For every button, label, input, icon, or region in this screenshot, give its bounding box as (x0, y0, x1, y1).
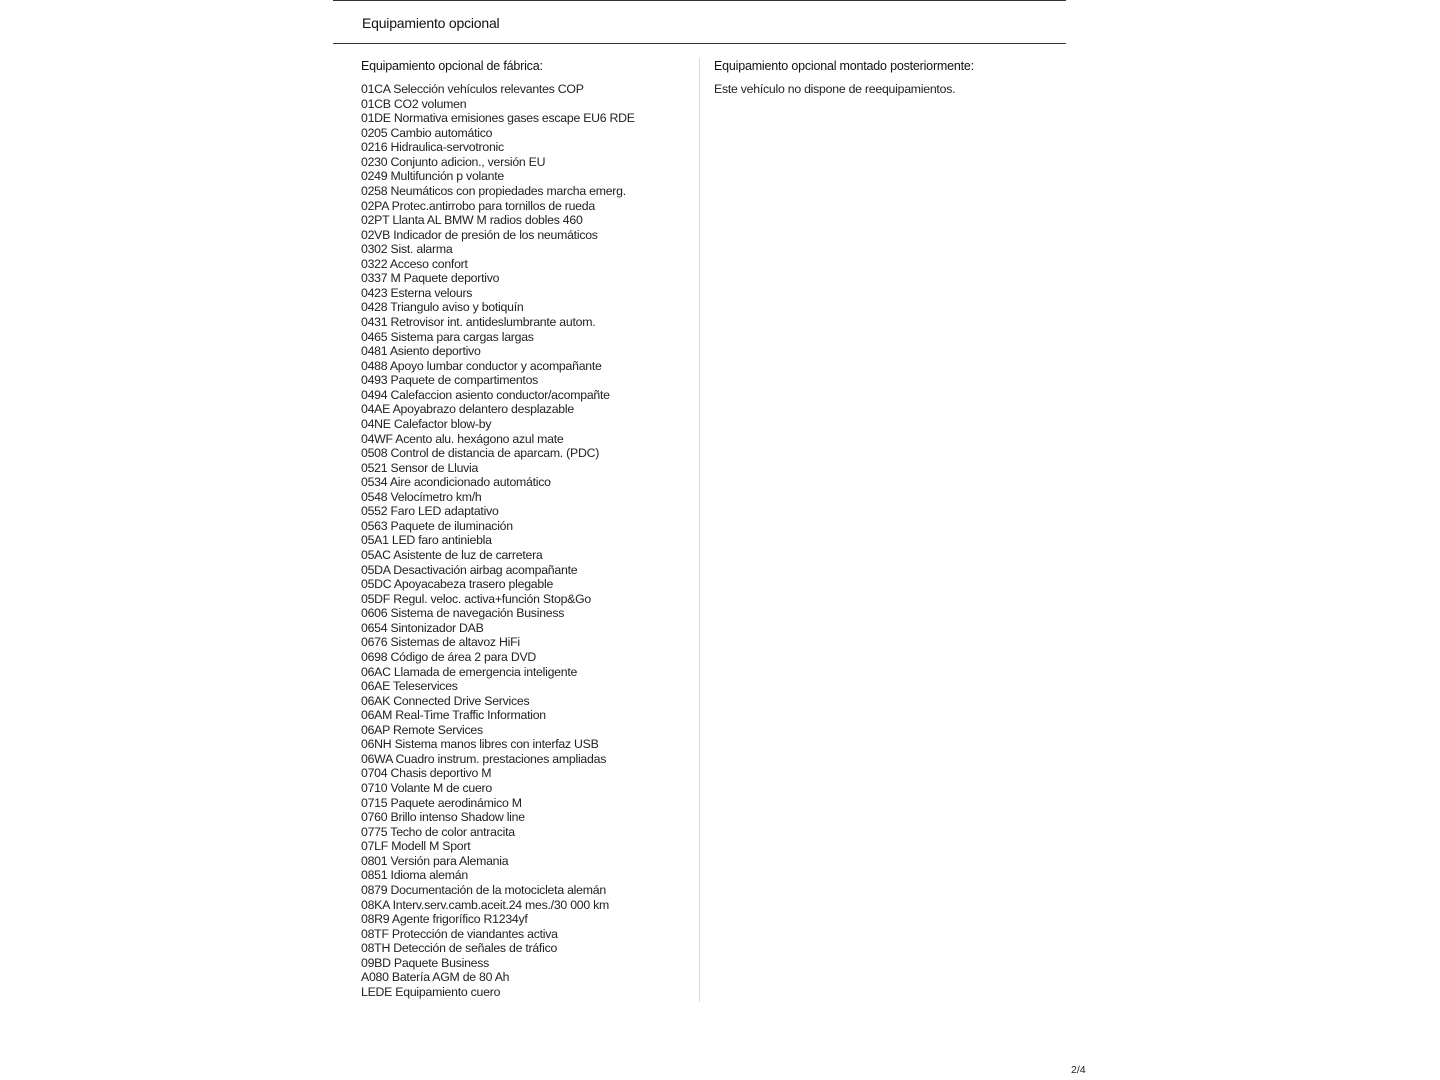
equipment-list-item: 0494 Calefaccion asiento conductor/acompañte (361, 387, 610, 402)
equipment-list-item: 05AC Asistente de luz de carretera (361, 548, 543, 562)
factory-equipment-heading: Equipamiento opcional de fábrica: (361, 59, 543, 73)
equipment-list-item: 0230 Conjunto adicion., versión EU (361, 154, 546, 169)
equipment-list-item: 08KA Interv.serv.camb.aceit.24 mes./30 000 km (361, 897, 610, 912)
equipment-list-item: 0534 Aire acondicionado automático (361, 475, 551, 490)
factory-equipment-column (361, 58, 691, 999)
equipment-list-item: 0322 Acceso confort (361, 256, 468, 271)
equipment-list-item: 0606 Sistema de navegación Business (361, 606, 565, 621)
equipment-list-item: LEDE Equipamiento cuero (361, 984, 501, 999)
equipment-list-item: 0879 Documentación de la motocicleta alemán (361, 882, 606, 897)
equipment-list-item: 0216 Hidraulica-servotronic (361, 140, 504, 155)
equipment-list-item: 0428 Triangulo aviso y botiquín (361, 300, 524, 315)
equipment-list-item: 09BD Paquete Business (361, 955, 490, 970)
equipment-list-item: 06AC Llamada de emergencia inteligente (361, 664, 578, 679)
equipment-list-item: 0715 Paquete aerodinámico M (361, 795, 522, 810)
page-number: 2/4 (1071, 1064, 1086, 1076)
factory-equipment-list (361, 82, 691, 999)
equipment-list-item: 06AE Teleservices (361, 679, 458, 694)
equipment-list-item: 08TH Detección de señales de tráfico (361, 941, 558, 956)
retrofit-note: Este vehículo no dispone de reequipamientos. (714, 82, 956, 96)
equipment-list-item: 06AM Real-Time Traffic Information (361, 708, 546, 723)
equipment-list-item: 04NE Calefactor blow-by (361, 416, 492, 431)
column-divider (699, 58, 700, 1002)
retrofit-equipment-column (714, 58, 1054, 97)
retrofit-equipment-heading: Equipamiento opcional montado posteriormente: (714, 59, 974, 73)
equipment-list-item: 05DC Apoyacabeza trasero plegable (361, 577, 554, 592)
equipment-list-item: 0801 Versión para Alemania (361, 853, 509, 868)
equipment-list-item: 01DE Normativa emisiones gases escape EU6 RDE (361, 111, 635, 126)
equipment-list-item: 06AK Connected Drive Services (361, 693, 530, 708)
equipment-list-item: 06AP Remote Services (361, 722, 483, 737)
equipment-list-item: 05DF Regul. veloc. activa+función Stop&Go (361, 591, 592, 606)
equipment-list-item: 0249 Multifunción p volante (361, 169, 504, 184)
equipment-list-item: 0851 Idioma alemán (361, 868, 468, 883)
equipment-list-item: 0760 Brillo intenso Shadow line (361, 810, 525, 825)
equipment-list-item: 08TF Protección de viandantes activa (361, 926, 558, 941)
equipment-list-item: 0698 Código de área 2 para DVD (361, 649, 537, 664)
equipment-list-item: 0704 Chasis deportivo M (361, 766, 492, 781)
equipment-list-item: 0521 Sensor de Lluvia (361, 460, 479, 475)
equipment-list-item: 0431 Retrovisor int. antideslumbrante autom. (361, 315, 596, 329)
equipment-list-item: 0676 Sistemas de altavoz HiFi (361, 635, 520, 650)
equipment-list-item: 05A1 LED faro antiniebla (361, 533, 492, 548)
equipment-list-item: 0302 Sist. alarma (361, 242, 453, 257)
equipment-list-item: 0423 Esterna velours (361, 285, 473, 300)
equipment-list-item: 07LF Modell M Sport (361, 839, 471, 854)
equipment-list-item: 0337 M Paquete deportivo (361, 271, 500, 286)
equipment-list-item: 0258 Neumáticos con propiedades marcha emerg. (361, 183, 626, 198)
equipment-list-item: 08R9 Agente frigorífico R1234yf (361, 912, 528, 927)
equipment-list-item: 02VB Indicador de presión de los neumáticos (361, 227, 598, 242)
equipment-list-item: 0548 Velocímetro km/h (361, 489, 482, 504)
equipment-list-item: 0481 Asiento deportivo (361, 344, 481, 359)
equipment-list-item: 05DA Desactivación airbag acompañante (361, 562, 578, 577)
equipment-list-item: A080 Batería AGM de 80 Ah (361, 970, 510, 985)
equipment-list-item: 02PT Llanta AL BMW M radios dobles 460 (361, 213, 583, 228)
section-title: Equipamiento opcional (362, 15, 500, 31)
equipment-list-item: 0465 Sistema para cargas largas (361, 329, 534, 344)
equipment-list-item: 01CA Selección vehículos relevantes COP (361, 82, 584, 96)
equipment-list-item: 0508 Control de distancia de aparcam. (PDC) (361, 446, 600, 461)
equipment-list-item: 0493 Paquete de compartimentos (361, 373, 539, 388)
equipment-list-item: 0488 Apoyo lumbar conductor y acompañante (361, 358, 602, 373)
equipment-list-item: 04WF Acento alu. hexágono azul mate (361, 431, 564, 446)
title-rule (333, 43, 1066, 44)
equipment-list-item: 06NH Sistema manos libres con interfaz USB (361, 737, 599, 752)
equipment-list-item: 0775 Techo de color antracita (361, 824, 515, 839)
equipment-list-item: 04AE Apoyabrazo delantero desplazable (361, 402, 574, 417)
equipment-list-item: 06WA Cuadro instrum. prestaciones ampliadas (361, 751, 607, 766)
equipment-list-item: 0710 Volante M de cuero (361, 781, 492, 795)
top-rule (333, 0, 1066, 1)
equipment-list-item: 0552 Faro LED adaptativo (361, 504, 499, 519)
equipment-list-item: 0654 Sintonizador DAB (361, 620, 484, 635)
equipment-list-item: 0563 Paquete de iluminación (361, 518, 513, 533)
equipment-list-item: 0205 Cambio automático (361, 125, 493, 140)
equipment-list-item: 02PA Protec.antirrobo para tornillos de rueda (361, 198, 595, 213)
equipment-list-item: 01CB CO2 volumen (361, 96, 467, 111)
